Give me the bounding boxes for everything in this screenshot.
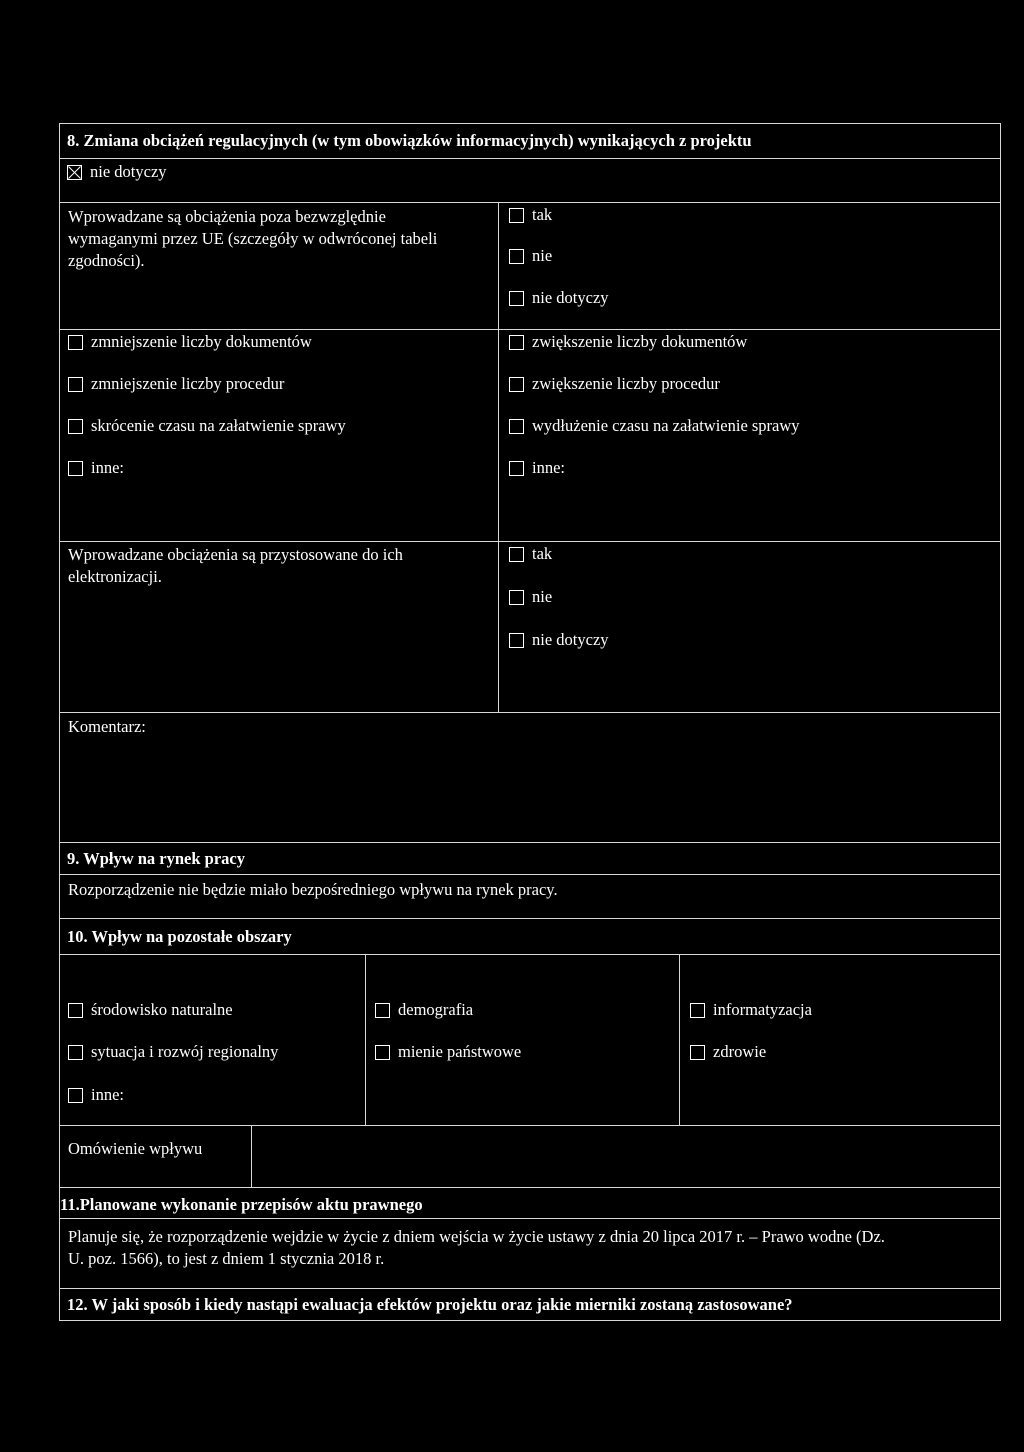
reduce-option[interactable] xyxy=(68,416,346,436)
rule xyxy=(59,1288,1000,1289)
increase-option[interactable] xyxy=(509,458,565,478)
section-9-text: Rozporządzenie nie będzie miało bezpośredniego wpływu na rynek pracy. xyxy=(68,880,558,899)
reduce-option[interactable] xyxy=(68,374,284,394)
checkbox[interactable] xyxy=(375,1003,390,1018)
option-label: inne: xyxy=(532,458,565,477)
option-tak[interactable] xyxy=(509,544,552,564)
checkbox[interactable] xyxy=(68,1045,83,1060)
komentarz-label: Komentarz: xyxy=(68,717,146,736)
rule xyxy=(1000,123,1001,1321)
section-8-heading: 8. Zmiana obciążeń regulacyjnych (w tym obowiązków informacyjnych) wynikających z projektu xyxy=(67,131,752,150)
option-label: nie xyxy=(532,246,553,265)
question-text: wymaganymi przez UE (szczegóły w odwróconej tabeli xyxy=(68,229,438,248)
option-label: nie xyxy=(532,587,553,606)
option-label: sytuacja i rozwój regionalny xyxy=(91,1042,279,1061)
reduce-option[interactable] xyxy=(68,458,124,478)
option-label: zmniejszenie liczby dokumentów xyxy=(91,332,312,351)
checkbox[interactable] xyxy=(68,419,83,434)
rule xyxy=(59,712,1000,713)
checkbox[interactable] xyxy=(509,590,524,605)
rule xyxy=(59,1218,1000,1219)
question-text: elektronizacji. xyxy=(68,567,162,586)
checkbox[interactable] xyxy=(509,377,524,392)
question-text: Wprowadzane obciążenia są przystosowane do ich xyxy=(68,545,403,564)
rule xyxy=(59,202,1000,203)
rule xyxy=(59,874,1000,875)
option-nie-dotyczy[interactable] xyxy=(509,630,609,650)
rule xyxy=(365,954,366,1125)
area-option[interactable] xyxy=(68,1085,124,1105)
checkbox[interactable] xyxy=(509,335,524,350)
checkbox[interactable] xyxy=(509,547,524,562)
rule xyxy=(498,202,499,712)
option-nie-dotyczy[interactable] xyxy=(509,288,609,308)
option-label: demografia xyxy=(398,1000,474,1019)
section-11-heading: 11.Planowane wykonanie przepisów aktu prawnego xyxy=(60,1195,423,1214)
section-9-heading: 9. Wpływ na rynek pracy xyxy=(67,849,246,868)
rule xyxy=(251,1125,252,1187)
checkbox[interactable] xyxy=(68,461,83,476)
rule xyxy=(59,842,1000,843)
checkbox[interactable] xyxy=(509,461,524,476)
rule xyxy=(59,954,1000,955)
area-option[interactable] xyxy=(690,1000,812,1020)
section-11-text: U. poz. 1566), to jest z dniem 1 stycznia 2018 r. xyxy=(68,1249,385,1268)
rule xyxy=(59,1320,1000,1321)
rule xyxy=(59,541,1000,542)
rule xyxy=(59,123,60,1321)
rule xyxy=(59,158,1000,159)
option-label: zwiększenie liczby procedur xyxy=(532,374,720,393)
nie-dotyczy-option[interactable] xyxy=(67,162,167,182)
option-label: zwiększenie liczby dokumentów xyxy=(532,332,748,351)
checkbox[interactable] xyxy=(509,633,524,648)
checkbox[interactable] xyxy=(68,1088,83,1103)
option-label: informatyzacja xyxy=(713,1000,812,1019)
checkbox[interactable] xyxy=(690,1003,705,1018)
option-label: tak xyxy=(532,205,553,224)
section-11-text: Planuje się, że rozporządzenie wejdzie w życie z dniem wejścia w życie ustawy z dnia 20 lipca 2017 r. – Prawo wodne (Dz. xyxy=(68,1227,885,1246)
option-label: nie dotyczy xyxy=(90,162,167,181)
checkbox[interactable] xyxy=(68,377,83,392)
option-label: nie dotyczy xyxy=(532,630,609,649)
checkbox[interactable] xyxy=(375,1045,390,1060)
option-label: inne: xyxy=(91,1085,124,1104)
rule xyxy=(59,1187,1000,1188)
area-option[interactable] xyxy=(68,1000,233,1020)
rule xyxy=(59,329,1000,330)
checkbox[interactable] xyxy=(68,1003,83,1018)
rule xyxy=(59,1125,1000,1126)
area-option[interactable] xyxy=(68,1042,278,1062)
option-label: nie dotyczy xyxy=(532,288,609,307)
checkbox[interactable] xyxy=(509,249,524,264)
rule xyxy=(679,954,680,1125)
option-label: zmniejszenie liczby procedur xyxy=(91,374,285,393)
option-label: środowisko naturalne xyxy=(91,1000,233,1019)
option-label: inne: xyxy=(91,458,124,477)
checkbox[interactable] xyxy=(68,335,83,350)
rule xyxy=(59,123,1000,124)
omowienie-label: Omówienie wpływu xyxy=(68,1139,203,1158)
question-text: zgodności). xyxy=(68,251,145,270)
option-label: zdrowie xyxy=(713,1042,767,1061)
option-label: mienie państwowe xyxy=(398,1042,522,1061)
question-text: Wprowadzane są obciążenia poza bezwzględnie xyxy=(68,207,386,226)
area-option[interactable] xyxy=(690,1042,766,1062)
option-nie[interactable] xyxy=(509,587,552,607)
option-label: wydłużenie czasu na załatwienie sprawy xyxy=(532,416,800,435)
option-nie[interactable] xyxy=(509,246,552,266)
checkbox-checked[interactable] xyxy=(67,165,82,180)
section-12-heading: 12. W jaki sposób i kiedy nastąpi ewaluacja efektów projektu oraz jakie mierniki zostaną zastosowane? xyxy=(67,1295,793,1314)
option-label: skrócenie czasu na załatwienie sprawy xyxy=(91,416,346,435)
checkbox[interactable] xyxy=(509,208,524,223)
rule xyxy=(59,918,1000,919)
reduce-option[interactable] xyxy=(68,332,312,352)
checkbox[interactable] xyxy=(509,291,524,306)
option-tak[interactable] xyxy=(509,205,552,225)
area-option[interactable] xyxy=(375,1000,473,1020)
area-option[interactable] xyxy=(375,1042,521,1062)
increase-option[interactable] xyxy=(509,416,800,436)
option-label: tak xyxy=(532,544,553,563)
increase-option[interactable] xyxy=(509,374,720,394)
increase-option[interactable] xyxy=(509,332,747,352)
section-10-heading: 10. Wpływ na pozostałe obszary xyxy=(67,927,292,946)
checkbox[interactable] xyxy=(509,419,524,434)
checkbox[interactable] xyxy=(690,1045,705,1060)
